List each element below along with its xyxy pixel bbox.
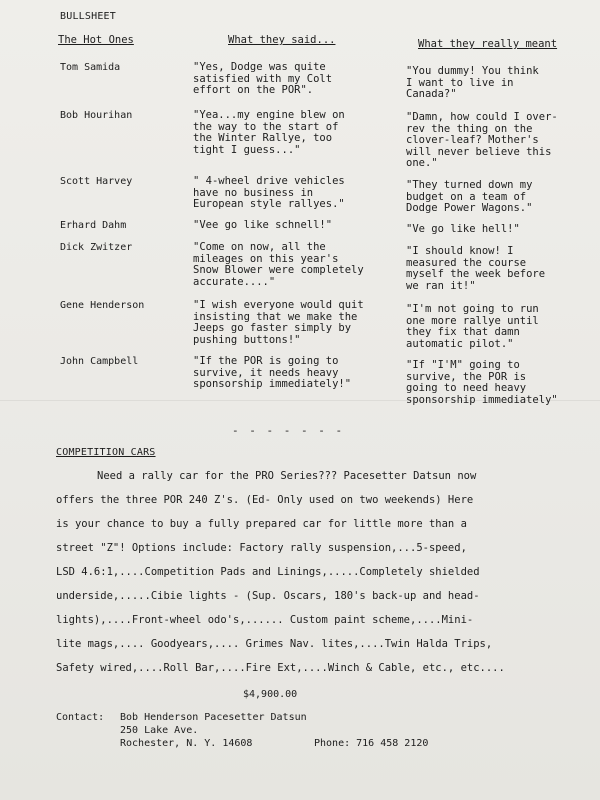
meant-line: measured the course bbox=[406, 256, 527, 269]
said-line: insisting that we make the bbox=[193, 310, 358, 323]
said-line: "Come on now, all the bbox=[193, 241, 326, 253]
contact-city: Rochester, N. Y. 14608 bbox=[120, 738, 253, 749]
meant-line: "I'm not going to run bbox=[406, 303, 539, 315]
said-line: survive, it needs heavy bbox=[193, 366, 339, 379]
entry-name: Tom Samida bbox=[60, 62, 121, 73]
entry-name: Scott Harvey bbox=[60, 176, 133, 187]
entry-said bbox=[193, 176, 388, 211]
body-line: Need a rally car for the PRO Series??? Pacesetter Datsun now bbox=[97, 470, 477, 482]
said-line: Snow Blower were completely bbox=[193, 264, 364, 276]
header-hot-ones: The Hot Ones bbox=[58, 34, 134, 46]
meant-line: myself the week before bbox=[406, 268, 546, 280]
said-line: European style rallyes." bbox=[193, 198, 345, 210]
meant-line: we ran it!" bbox=[406, 279, 476, 292]
said-line: Jeeps go faster simply by bbox=[193, 322, 352, 334]
entry-name: Dick Zwitzer bbox=[60, 242, 133, 253]
body-line: offers the three POR 240 Z's. (Ed- Only used on two weekends) Here bbox=[56, 494, 474, 506]
contact-phone: Phone: 716 458 2120 bbox=[314, 738, 429, 749]
entry-meant bbox=[406, 246, 596, 292]
body-line: underside,.....Cibie lights - (Sup. Oscars, 180's back-up and head- bbox=[56, 590, 480, 602]
said-line: pushing buttons!" bbox=[193, 333, 301, 346]
entry-name: Erhard Dahm bbox=[60, 220, 127, 231]
contact-label: Contact: bbox=[56, 712, 105, 723]
said-line: "Vee go like schnell!" bbox=[193, 219, 333, 231]
entry-meant bbox=[406, 66, 596, 101]
entry-meant bbox=[406, 180, 596, 215]
meant-line: going to need heavy bbox=[406, 382, 527, 394]
body-line: is your chance to buy a fully prepared car for little more than a bbox=[56, 518, 467, 530]
said-line: "I wish everyone would quit bbox=[193, 299, 364, 311]
entry-meant bbox=[406, 304, 596, 350]
entry-said bbox=[193, 300, 388, 346]
meant-line: will never believe this bbox=[406, 145, 552, 158]
meant-line: "You dummy! You think bbox=[406, 65, 539, 77]
entry-meant bbox=[406, 224, 596, 236]
meant-line: one more rallye until bbox=[406, 314, 539, 327]
meant-line: survive, the POR is bbox=[406, 370, 527, 383]
contact-name: Bob Henderson Pacesetter Datsun bbox=[120, 712, 307, 723]
meant-line: rev the thing on the bbox=[406, 122, 533, 135]
contact-street: 250 Lake Ave. bbox=[120, 725, 199, 736]
body-line: street "Z"! Options include: Factory rally suspension,...5-speed, bbox=[56, 542, 467, 554]
entry-name: Gene Henderson bbox=[60, 300, 145, 311]
entry-meant bbox=[406, 112, 596, 170]
meant-line: "Ve go like hell!" bbox=[406, 223, 520, 235]
said-line: sponsorship immediately!" bbox=[193, 378, 352, 390]
entry-name: Bob Hourihan bbox=[60, 110, 133, 121]
entry-said bbox=[193, 62, 388, 97]
meant-line: Dodge Power Wagons." bbox=[406, 202, 533, 214]
body-line: LSD 4.6:1,....Competition Pads and Linings,.....Completely shielded bbox=[56, 566, 480, 578]
said-line: the Winter Rallye, too bbox=[193, 132, 333, 144]
said-line: have no business in bbox=[193, 186, 314, 199]
entry-said bbox=[193, 110, 388, 156]
said-line: " 4-wheel drive vehicles bbox=[193, 175, 345, 187]
body-line: Safety wired,....Roll Bar,....Fire Ext,....Winch & Cable, etc., etc.... bbox=[56, 662, 505, 674]
meant-line: automatic pilot." bbox=[406, 337, 514, 350]
body-line: lights),....Front-wheel odo's,...... Custom paint scheme,....Mini- bbox=[56, 614, 474, 626]
said-line: effort on the POR". bbox=[193, 84, 314, 96]
said-line: accurate...." bbox=[193, 275, 276, 288]
meant-line: "If "I'M" going to bbox=[406, 359, 520, 371]
body-line: lite mags,.... Goodyears,.... Grimes Nav. lites,....Twin Halda Trips, bbox=[56, 638, 493, 650]
said-line: the way to the start of bbox=[193, 120, 339, 133]
meant-line: they fix that damn bbox=[406, 326, 520, 338]
competition-cars-title: COMPETITION CARS bbox=[56, 447, 156, 458]
meant-line: "I should know! I bbox=[406, 245, 514, 257]
entry-meant bbox=[406, 360, 600, 406]
header-what-they-said: What they said... bbox=[228, 34, 336, 46]
said-line: "Yes, Dodge was quite bbox=[193, 61, 326, 73]
said-line: tight I guess..." bbox=[193, 143, 301, 156]
meant-line: budget on a team of bbox=[406, 190, 527, 203]
meant-line: clover-leaf? Mother's bbox=[406, 134, 539, 146]
meant-line: one." bbox=[406, 157, 438, 169]
header-what-they-meant: What they really meant bbox=[418, 38, 558, 50]
meant-line: sponsorship immediately" bbox=[406, 393, 558, 406]
said-line: mileages on this year's bbox=[193, 252, 339, 265]
entry-name: John Campbell bbox=[60, 356, 139, 367]
entry-said bbox=[193, 356, 388, 391]
entry-said bbox=[193, 242, 388, 288]
entry-said bbox=[193, 220, 388, 232]
price: $4,900.00 bbox=[243, 689, 298, 700]
meant-line: Canada?" bbox=[406, 88, 457, 100]
section-separator: - - - - - - - bbox=[232, 424, 345, 437]
meant-line: "They turned down my bbox=[406, 179, 533, 191]
meant-line: "Damn, how could I over- bbox=[406, 111, 558, 123]
said-line: satisfied with my Colt bbox=[193, 72, 333, 85]
document-title: BULLSHEET bbox=[60, 11, 116, 22]
said-line: "If the POR is going to bbox=[193, 355, 339, 367]
meant-line: I want to live in bbox=[406, 76, 514, 89]
said-line: "Yea...my engine blew on bbox=[193, 109, 345, 121]
